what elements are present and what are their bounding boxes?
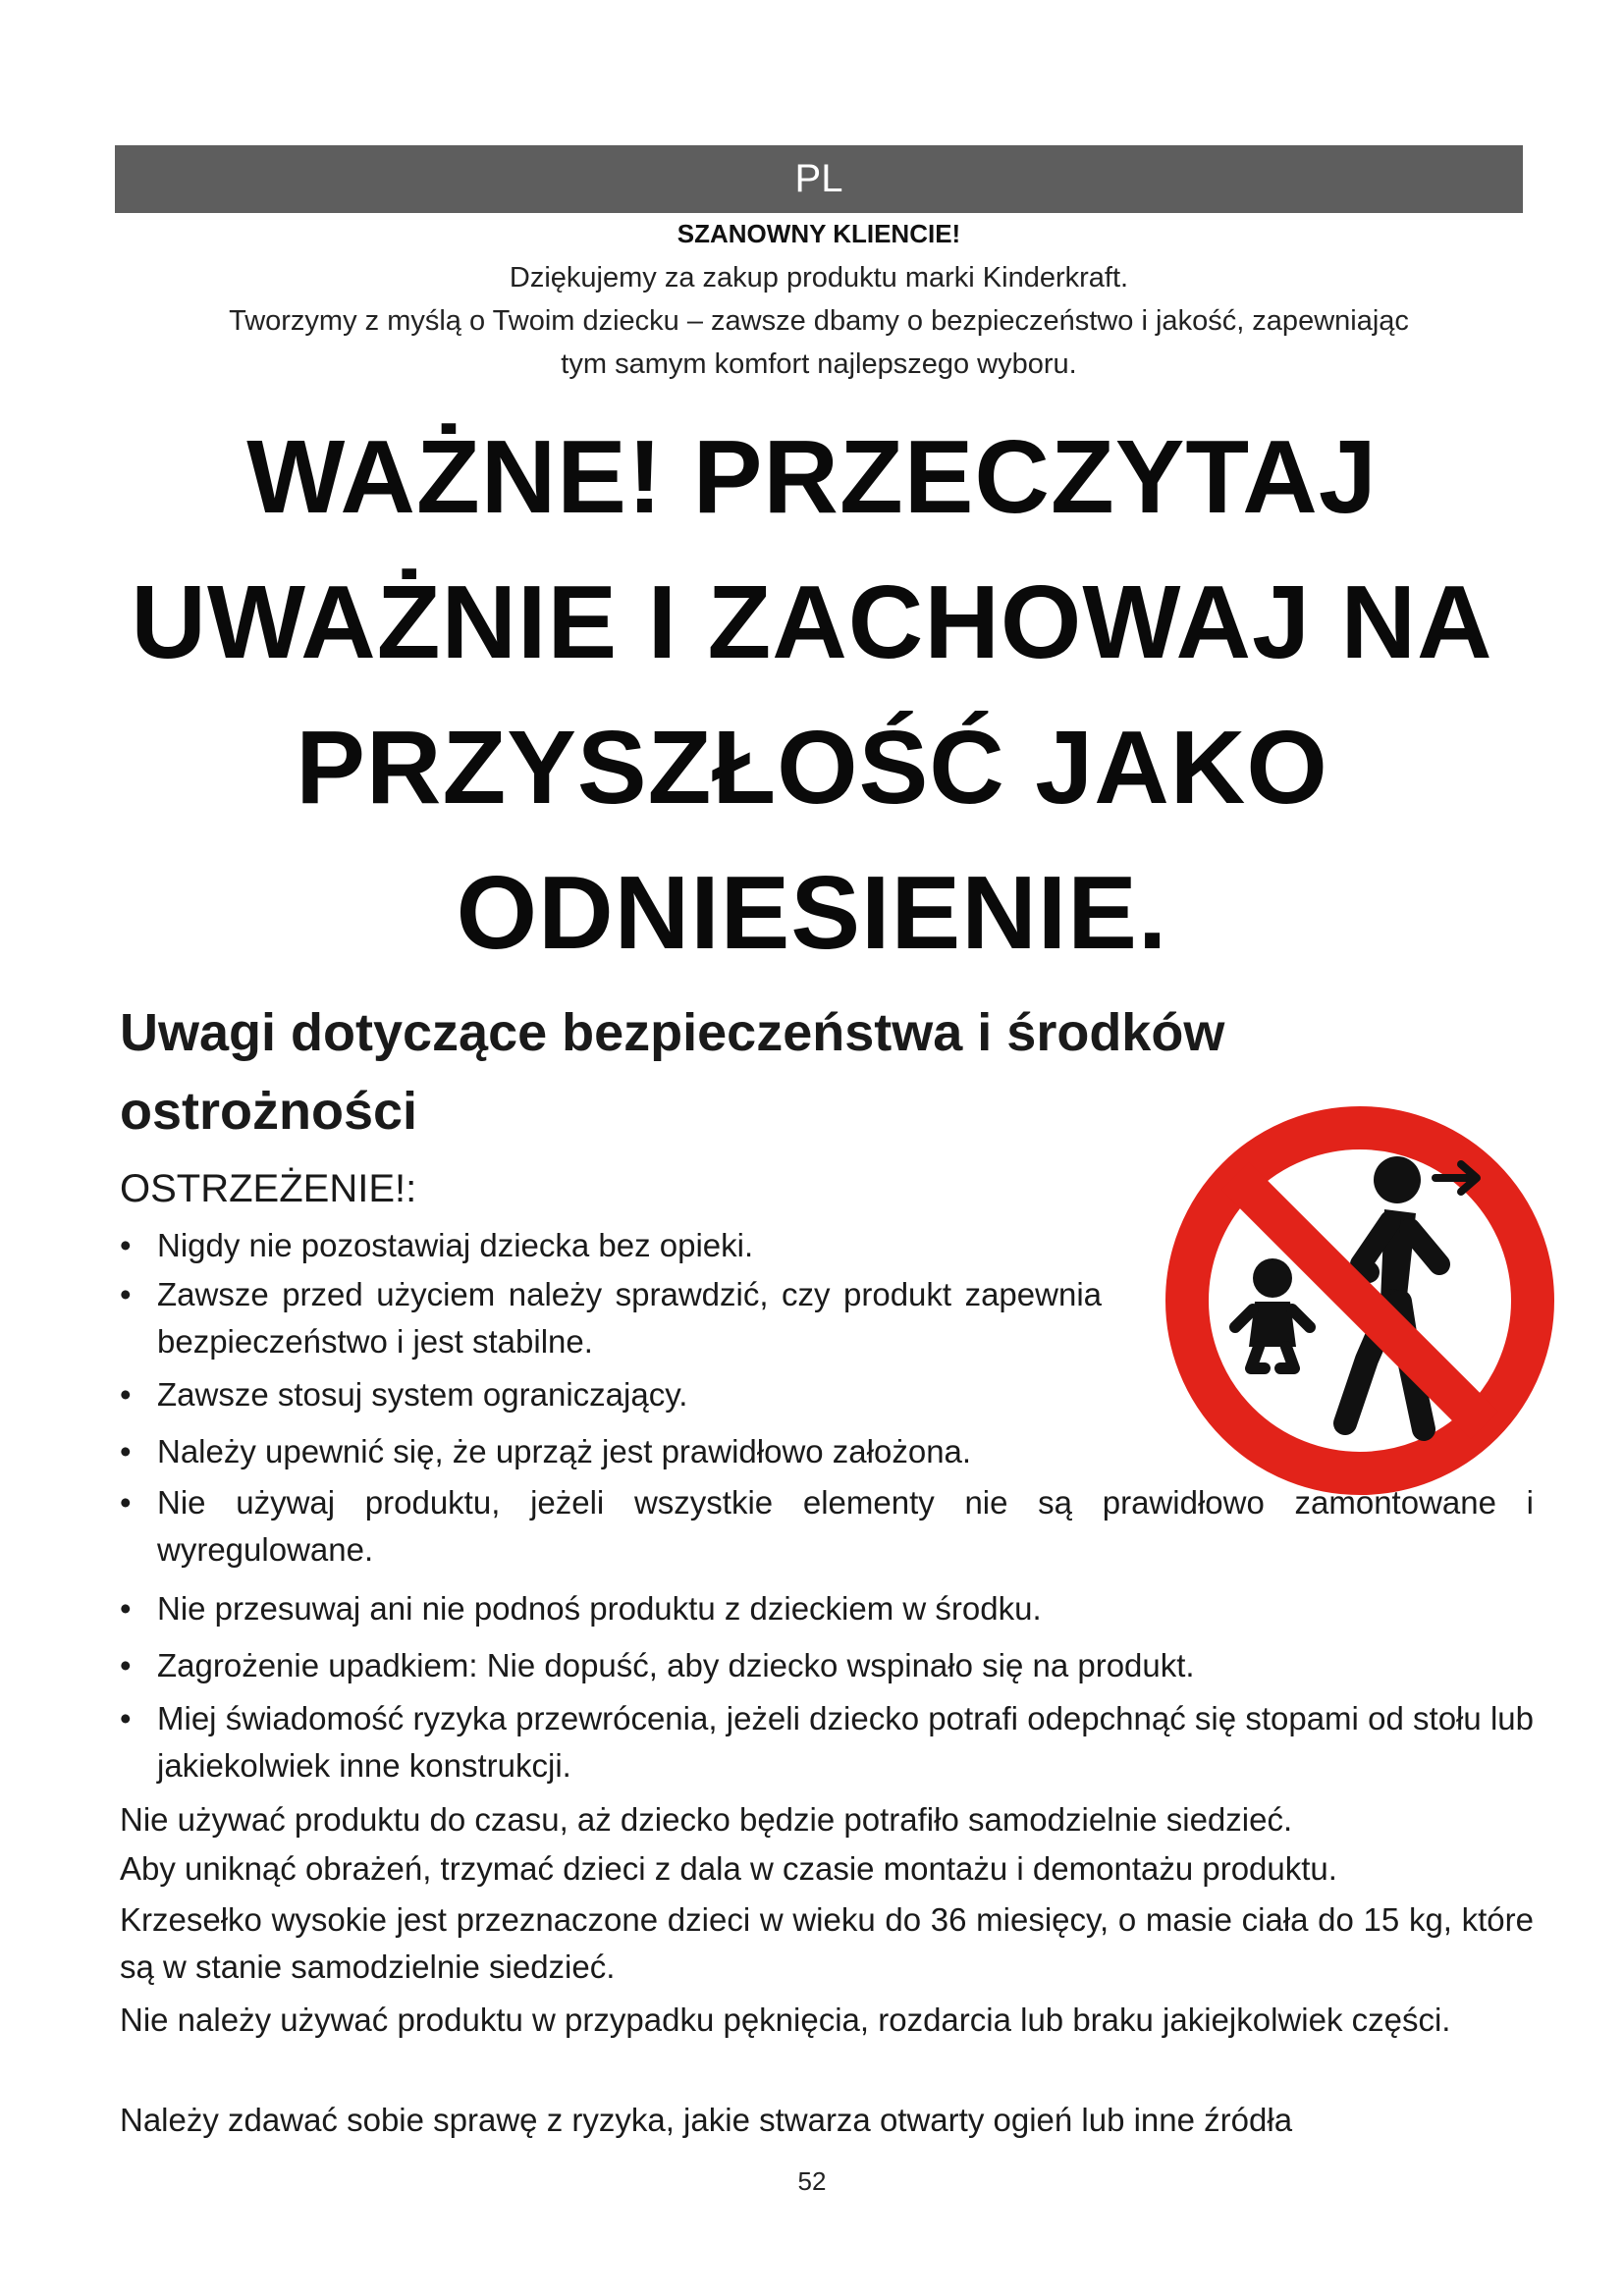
important-line-4: ODNIESIENIE. xyxy=(456,855,1168,971)
list-item: • Nigdy nie pozostawiaj dziecka bez opieki. xyxy=(120,1222,1102,1269)
list-item: • Zawsze przed użyciem należy sprawdzić, czy produkt zapewnia bezpieczeństwo i jest stabilne. xyxy=(120,1271,1102,1365)
important-line-3: PRZYSZŁOŚĆ JAKO xyxy=(296,710,1328,826)
paragraph-min-age: Nie używać produktu do czasu, aż dziecko będzie potrafiło samodzielnie siedzieć. xyxy=(120,1801,1293,1838)
section-title-line-2: ostrożności xyxy=(120,1082,418,1141)
greeting-line-3: tym samym komfort najlepszego wyboru. xyxy=(561,348,1077,380)
list-item: • Nie używaj produktu, jeżeli wszystkie elementy nie są prawidłowo zamontowane i wyregulowane. xyxy=(120,1479,1534,1574)
paragraph-damage: Nie należy używać produktu w przypadku pęknięcia, rozdarcia lub braku jakiejkolwiek części. xyxy=(120,2002,1451,2038)
greeting-line-2: Tworzymy z myślą o Twoim dziecku – zawsze dbamy o bezpieczeństwo i jakość, zapewniając xyxy=(229,305,1409,337)
bullet-icon: • xyxy=(120,1590,132,1627)
list-item: • Nie przesuwaj ani nie podnoś produktu z dzieckiem w środku. xyxy=(120,1585,1534,1632)
language-bar xyxy=(115,145,1523,213)
language-label: PL xyxy=(794,157,843,200)
important-heading xyxy=(98,404,1526,986)
bullet-icon: • xyxy=(120,1433,132,1469)
bullet-icon: • xyxy=(120,1376,132,1413)
greeting-line-1: Dziękujemy za zakup produktu marki Kinderkraft. xyxy=(509,262,1129,294)
page-number: 52 xyxy=(797,2166,827,2196)
list-item: • Zagrożenie upadkiem: Nie dopuść, aby dziecko wspinało się na produkt. xyxy=(120,1642,1534,1689)
greeting-heading: SZANOWNY KLIENCIE! xyxy=(677,219,961,248)
list-item: • Należy upewnić się, że uprząż jest prawidłowo założona. xyxy=(120,1428,1534,1475)
bullet-icon: • xyxy=(120,1647,132,1683)
paragraph-assembly: Aby uniknąć obrażeń, trzymać dzieci z dala w czasie montażu i demontażu produktu. xyxy=(120,1850,1337,1887)
important-line-2: UWAŻNIE I ZACHOWAJ NA xyxy=(131,564,1493,680)
paragraph-age-weight: Krzesełko wysokie jest przeznaczone dzieci w wieku do 36 miesięcy, o masie ciała do 15 kg, które są w stanie samodzielnie siedzieć. xyxy=(120,1901,1534,1985)
list-item: • Miej świadomość ryzyka przewrócenia, jeżeli dziecko potrafi odepchnąć się stopami od stołu lub jakiekolwiek inne konstrukcji. xyxy=(120,1695,1534,1789)
warning-label: OSTRZEŻENIE!: xyxy=(120,1167,417,1210)
bullet-icon: • xyxy=(120,1700,132,1736)
bullet-icon: • xyxy=(120,1484,132,1521)
list-item: • Zawsze stosuj system ograniczający. xyxy=(120,1371,1102,1418)
section-title-line-1: Uwagi dotyczące bezpieczeństwa i środków xyxy=(120,1003,1225,1062)
bullet-icon: • xyxy=(120,1227,132,1263)
bullet-icon: • xyxy=(120,1276,132,1312)
important-line-1: WAŻNE! PRZECZYTAJ xyxy=(246,419,1378,535)
paragraph-fire-risk: Należy zdawać sobie sprawę z ryzyka, jakie stwarza otwarty ogień lub inne źródła xyxy=(120,2102,1293,2138)
